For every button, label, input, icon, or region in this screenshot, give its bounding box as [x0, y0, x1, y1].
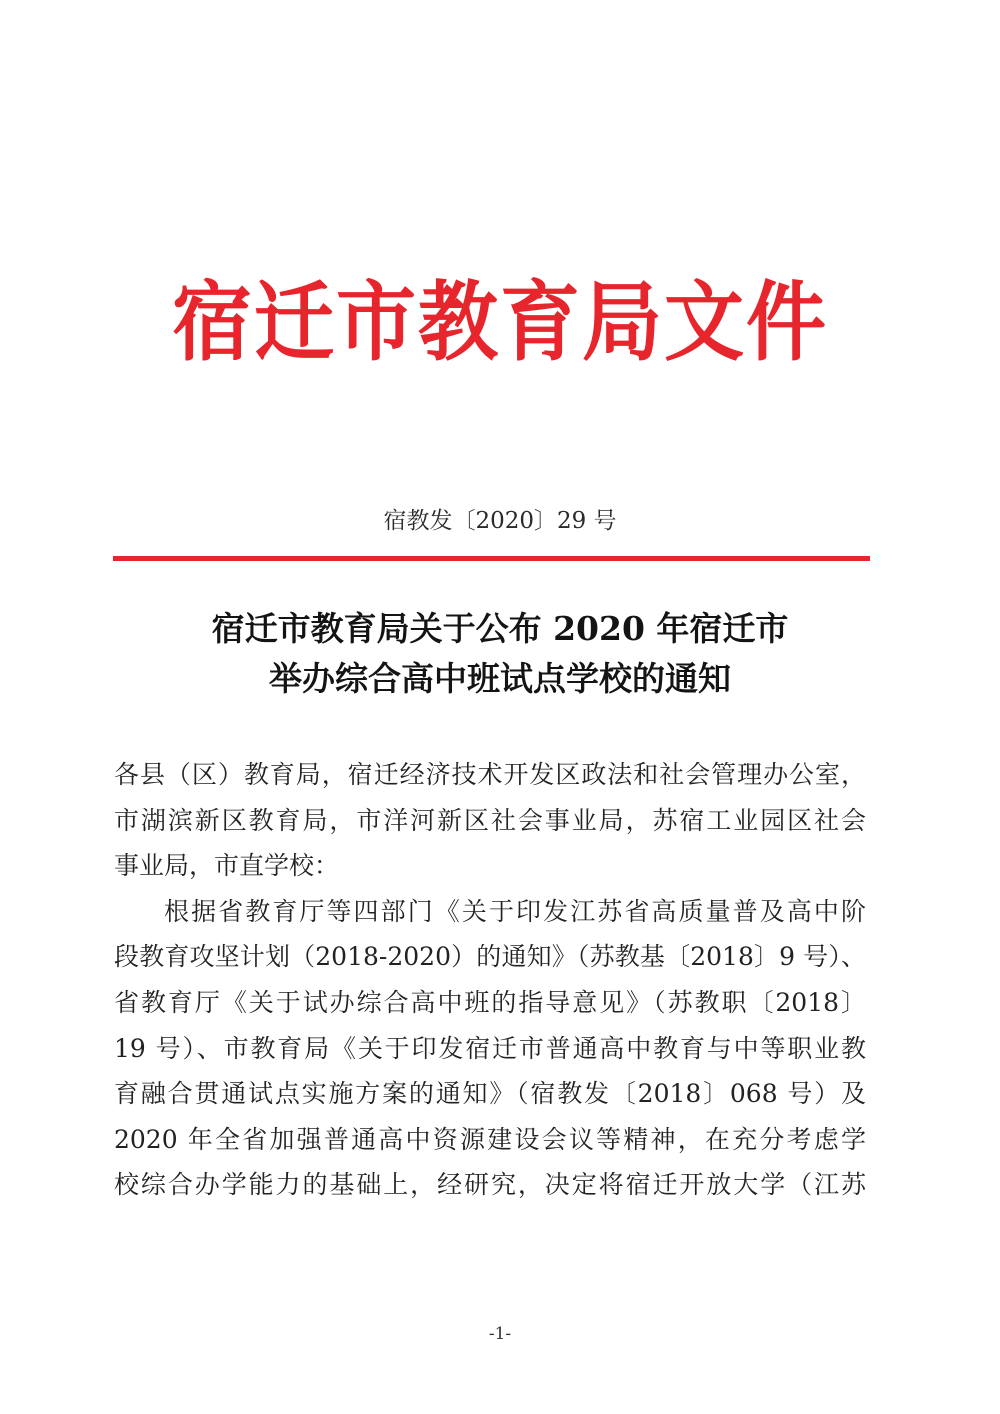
document-title [0, 604, 1000, 704]
red-divider-line [113, 556, 870, 561]
document-masthead: 宿迁市教育局文件 [172, 271, 828, 373]
paragraph-line: 段教育攻坚计划（2018-2020）的通知》（苏教基〔2018〕9 号）、 [114, 942, 866, 972]
document-body [114, 752, 866, 1208]
document-number: 宿教发〔2020〕29 号 [383, 508, 617, 534]
paragraph-line: 根据省教育厅等四部门《关于印发江苏省高质量普及高中阶 [164, 896, 866, 926]
title-line-1: 宿迁市教育局关于公布 2020 年宿迁市 [211, 609, 789, 648]
addressee-line: 事业局，市直学校： [114, 851, 340, 881]
addressee-line: 市湖滨新区教育局，市洋河新区社会事业局，苏宿工业园区社会 [114, 805, 866, 835]
title-line-2: 举办综合高中班试点学校的通知 [269, 659, 731, 698]
paragraph-line: 校综合办学能力的基础上，经研究，决定将宿迁开放大学（江苏 [114, 1170, 866, 1200]
paragraph-line: 育融合贯通试点实施方案的通知》（宿教发〔2018〕068 号）及 [114, 1079, 866, 1109]
paragraph-line: 19 号）、市教育局《关于印发宿迁市普通高中教育与中等职业教 [114, 1033, 866, 1063]
addressee-line: 各县（区）教育局，宿迁经济技术开发区政法和社会管理办公室， [114, 760, 866, 789]
paragraph-line: 省教育厅《关于试办综合高中班的指导意见》（苏教职〔2018〕 [114, 987, 866, 1017]
paragraph-line: 2020 年全省加强普通高中资源建设会议等精神，在充分考虑学 [114, 1124, 866, 1154]
page-number: -1- [488, 1324, 512, 1344]
